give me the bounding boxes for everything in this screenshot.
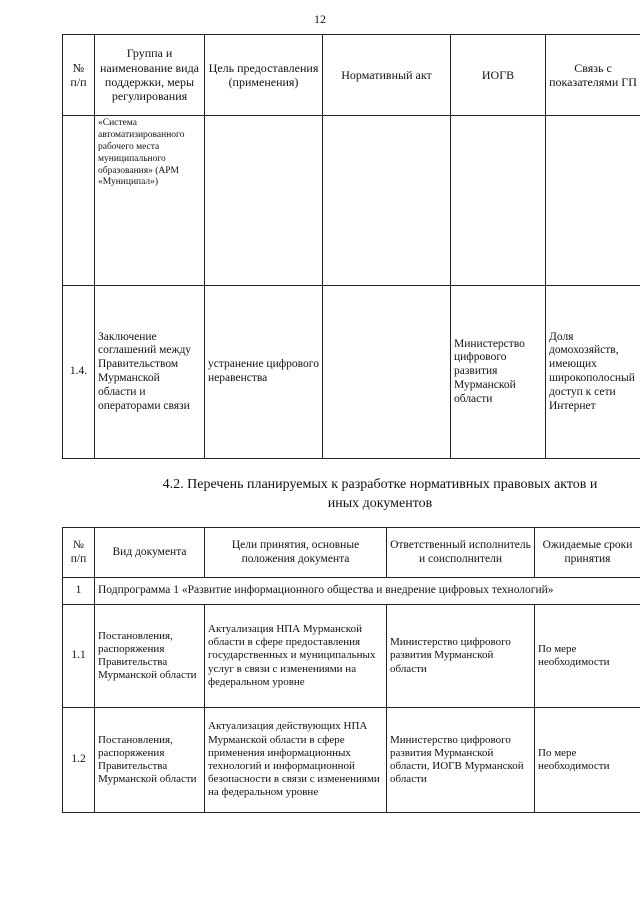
table-row xyxy=(63,605,640,708)
subprogram-row xyxy=(63,578,640,605)
header-terms: Ожидаемые сроки принятия xyxy=(535,528,640,578)
support-measures-table xyxy=(62,34,640,459)
cell-number: 1.2 xyxy=(63,708,95,813)
header-number: № п/п xyxy=(63,35,95,116)
cell-terms: По мере необходимости xyxy=(535,708,640,813)
header-number: № п/п xyxy=(63,528,95,578)
header-normative-act: Нормативный акт xyxy=(323,35,451,116)
header-iogv: ИОГВ xyxy=(451,35,546,116)
header-group: Группа и наименование вида поддержки, меры регулирования xyxy=(95,35,205,116)
cell-responsible: Министерство цифрового развития Мурманской области xyxy=(387,605,535,708)
section-heading: 4.2. Перечень планируемых к разработке нормативных правовых актов и иных документов xyxy=(162,477,598,511)
cell-document-type: Постановления, распоряжения Правительства Мурманской области xyxy=(95,708,205,813)
cell-act xyxy=(323,286,451,459)
cell-link: Доля домохозяйств, имеющих широкополосный доступ к сети Интернет xyxy=(546,286,640,459)
cell-number xyxy=(63,116,95,286)
planned-documents-table xyxy=(62,527,640,813)
cell-group: «Система автоматизированного рабочего места муниципального образования» (АРМ «Муниципал») xyxy=(95,116,205,286)
header-responsible: Ответственный исполнитель и соисполнители xyxy=(387,528,535,578)
cell-goals: Актуализация действующих НПА Мурманской области в сфере применения информационных технологий и информационной безопасности в связи с изменениями на федеральном уровне xyxy=(205,708,387,813)
cell-link xyxy=(546,116,640,286)
cell-iogv xyxy=(451,116,546,286)
cell-goals: Актуализация НПА Мурманской области в сфере предоставления государственных и муниципальных услуг в связи с изменениями на федеральном уровне xyxy=(205,605,387,708)
table-header-row xyxy=(63,528,640,578)
page-number: 12 xyxy=(314,12,326,26)
cell-act xyxy=(323,116,451,286)
cell-goal xyxy=(205,116,323,286)
table-row xyxy=(63,286,640,459)
cell-iogv: Министерство цифрового развития Мурманской области xyxy=(451,286,546,459)
table-row xyxy=(63,708,640,813)
cell-number: 1 xyxy=(63,578,95,605)
header-goals: Цели принятия, основные положения документа xyxy=(205,528,387,578)
header-document-type: Вид документа xyxy=(95,528,205,578)
cell-number: 1.4. xyxy=(63,286,95,459)
cell-document-type: Постановления, распоряжения Правительства Мурманской области xyxy=(95,605,205,708)
cell-group: Заключение соглашений между Правительством Мурманской области и операторами связи xyxy=(95,286,205,459)
subprogram-title: Подпрограмма 1 «Развитие информационного общества и внедрение цифровых технологий» xyxy=(95,578,640,605)
cell-terms: По мере необходимости xyxy=(535,605,640,708)
cell-responsible: Министерство цифрового развития Мурманской области, ИОГВ Мурманской области xyxy=(387,708,535,813)
cell-goal: устранение цифрового неравенства xyxy=(205,286,323,459)
table-row xyxy=(63,116,640,286)
cell-number: 1.1 xyxy=(63,605,95,708)
header-goal: Цель предоставления (применения) xyxy=(205,35,323,116)
header-link: Связь с показателями ГП xyxy=(546,35,640,116)
table-header-row xyxy=(63,35,640,116)
